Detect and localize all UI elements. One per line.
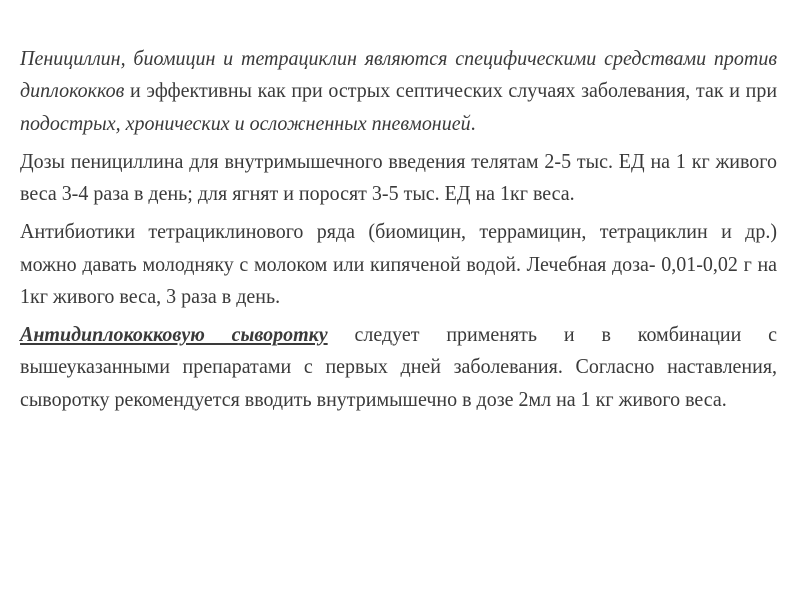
text-segment: Антибиотики тетрациклинового ряда (биомицин, террамицин, тетрациклин и др.) можно давать молодняку с молоком или кипяченой водой. Лечебная доза- 0,01-0,02 г на 1кг живого веса, 3 раза в день. xyxy=(20,219,778,308)
paragraph-penicillin-dose xyxy=(20,145,777,210)
text-segment: Дозы пенициллина для внутримышечного введения телятам 2-5 тыс. ЕД на 1 кг живого веса 3-4 раза в день; для ягнят и поросят 3-5 тыс. ЕД на 1кг веса. xyxy=(20,148,778,205)
text-segment: следует применять и в комбинации с вышеуказанными препаратами с первых дней заболевания. Согласно наставления, сыворотку рекомендуется вводить внутримышечно в дозе 2мл на 1 кг живого веса. xyxy=(20,322,778,411)
text-segment-emphasis: Антидиплококковую сыворотку xyxy=(20,322,328,346)
paragraph-serum xyxy=(20,318,777,415)
text-segment: и эффективны как при острых септических случаях заболевания, так и при xyxy=(124,78,778,103)
text-segment: подострых, хронических и осложненных пневмонией xyxy=(20,110,471,135)
slide-body xyxy=(20,42,777,421)
text-segment: Пенициллин, биомицин и тетрациклин являются специфическими средствами против диплококков xyxy=(20,46,778,103)
text-segment: . xyxy=(470,110,476,135)
paragraph-tetracycline xyxy=(20,215,777,312)
paragraph-antibiotics-intro xyxy=(20,42,777,139)
